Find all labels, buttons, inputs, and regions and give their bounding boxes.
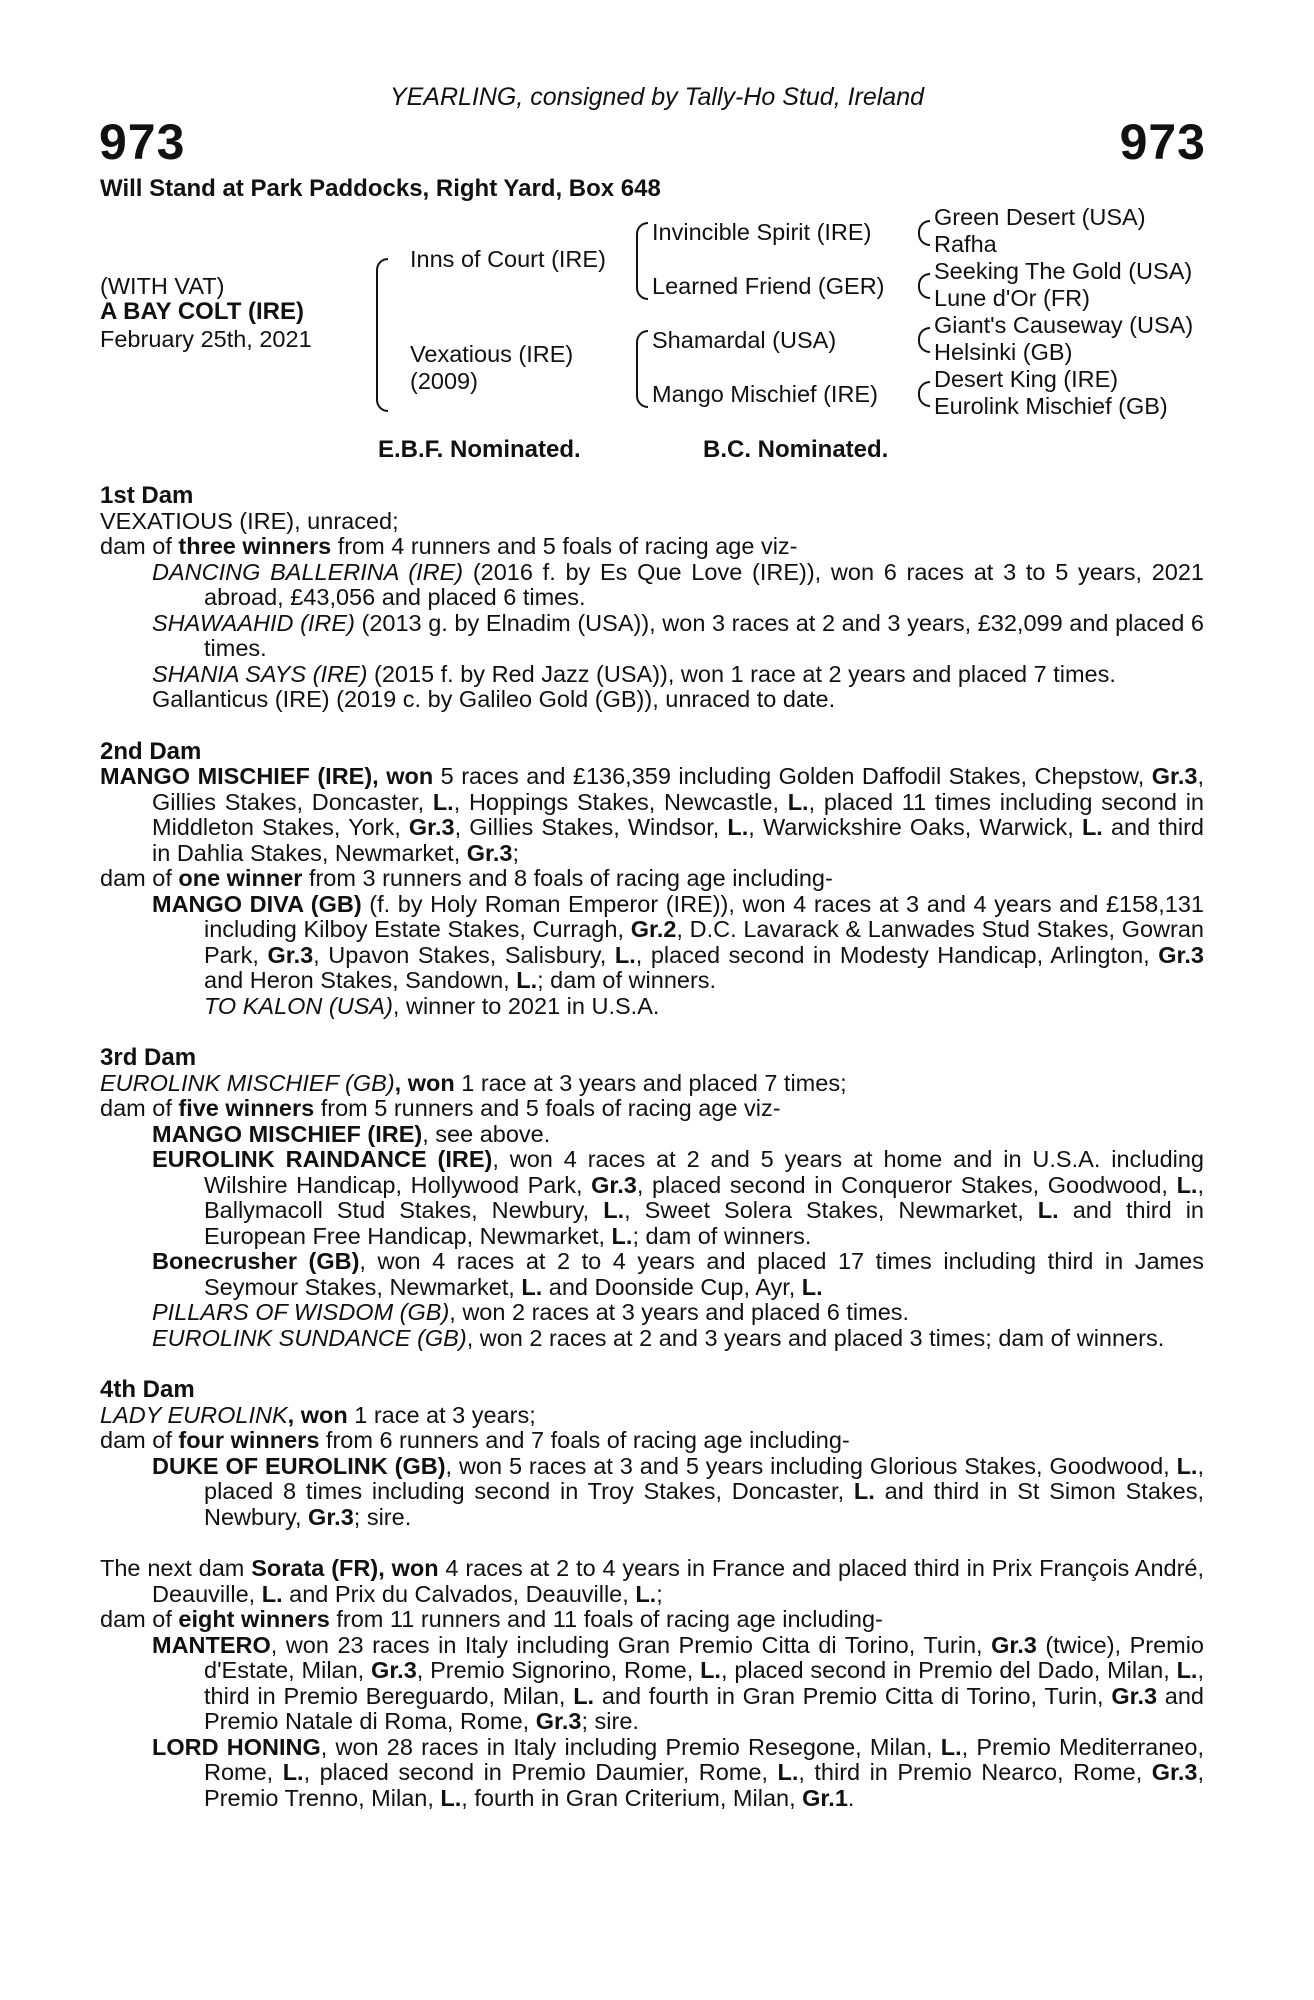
section-fourth-dam (100, 1377, 1204, 1530)
lot-number-right: 973 (1119, 114, 1206, 170)
pedigree-ggp-8: Eurolink Mischief (GB) (934, 393, 1168, 419)
consignor-line: YEARLING, consigned by Tally-Ho Stud, Ireland (389, 83, 925, 111)
progeny-entry: LORD HONING, won 28 races in Italy including Premio Resegone, Milan, L., Premio Mediterraneo, Rome, L., placed second in Premio Daumier, Rome, L., third in Premio Nearco, Rome, Gr.3, Premio Trenno, Milan, L., fourth in Gran Criterium, Milan, Gr.1. (152, 1733, 1204, 1811)
progeny-entry: SHAWAAHID (IRE) (2013 g. by Elnadim (USA)), won 3 races at 2 and 3 years, £32,099 and placed 6 times. (152, 609, 1204, 661)
pedigree-brace-ggp4 (918, 381, 930, 407)
pedigree-sire: Inns of Court (IRE) (410, 246, 606, 272)
progeny-entry: EUROLINK SUNDANCE (GB), won 2 races at 2 and 3 years and placed 3 times; dam of winners. (152, 1324, 1165, 1351)
pedigree-dam: Vexatious (IRE) (410, 341, 574, 367)
section-second-dam (100, 739, 1204, 1020)
progeny-entry: DANCING BALLERINA (IRE) (2016 f. by Es Que Love (IRE)), won 6 races at 3 to 5 years, 2021 abroad, £43,056 and placed 6 times. (152, 558, 1204, 610)
dam-of-line: dam of four winners from 6 runners and 7 foals of racing age including- (100, 1427, 850, 1453)
pedigree-ggp-5: Giant's Causeway (USA) (934, 312, 1194, 338)
pedigree-brace-ggp2 (918, 273, 930, 299)
pedigree-dam-year: (2009) (410, 368, 478, 394)
pedigree-ggp-1: Green Desert (USA) (934, 204, 1146, 230)
pedigree-sire-dam: Learned Friend (GER) (652, 273, 885, 299)
dam-of-line: dam of three winners from 4 runners and 5 foals of racing age viz- (100, 533, 798, 559)
progeny-entry: Gallanticus (IRE) (2019 c. by Galileo Gold (GB)), unraced to date. (152, 686, 836, 712)
pedigree-brace-ggp1 (918, 220, 930, 246)
section-heading: 4th Dam (100, 1376, 195, 1403)
progeny-entry: DUKE OF EUROLINK (GB), won 5 races at 3 and 5 years including Glorious Stakes, Goodwood, L., placed 8 times including second in Troy Stakes, Doncaster, L. and third in St Simon Stakes, Newbury, Gr.3; sire. (152, 1452, 1204, 1530)
ebf-nominated: E.B.F. Nominated. (378, 436, 581, 463)
section-heading: 1st Dam (100, 482, 194, 509)
pedigree-brace-ggp3 (918, 327, 930, 353)
section-heading: 2nd Dam (100, 737, 202, 765)
pedigree-ggp-3: Seeking The Gold (USA) (934, 258, 1193, 284)
pedigree-dam-sire: Shamardal (USA) (652, 327, 837, 353)
dam-intro: VEXATIOUS (IRE), unraced; (100, 507, 399, 534)
dam-of-line: dam of five winners from 5 runners and 5 foals of racing age viz- (100, 1095, 781, 1121)
pedigree-ggp-7: Desert King (IRE) (934, 366, 1119, 392)
section-first-dam (100, 483, 1204, 713)
dam-record: EUROLINK MISCHIEF (GB), won 1 race at 3 years and placed 7 times; (100, 1069, 847, 1096)
dam-of-line: dam of one winner from 3 runners and 8 foals of racing age including- (100, 865, 833, 891)
progeny-entry: MANTERO, won 23 races in Italy including Gran Premio Citta di Torino, Turin, Gr.3 (twice), Premio d'Estate, Milan, Gr.3, Premio Signorino, Rome, L., placed second in Premio del Dado, Milan, L., third in Premio Bereguardo, Milan, L. and fourth in Gran Premio Citta di Torino, Turin, Gr.3 and Premio Natale di Roma, Rome, Gr.3; sire. (152, 1631, 1205, 1734)
section-heading: 3rd Dam (100, 1044, 197, 1071)
vat-label: (WITH VAT) (100, 273, 225, 299)
dam-record: MANGO MISCHIEF (IRE), won 5 races and £136,359 including Golden Daffodil Stakes, Chepstow, Gr.3, Gillies Stakes, Doncaster, L., Hoppings Stakes, Newcastle, L., placed 11 times including second in Middleton Stakes, York, Gr.3, Gillies Stakes, Windsor, L., Warwickshire Oaks, Warwick, L. and third in Dahlia Stakes, Newmarket, Gr.3; (100, 763, 1205, 866)
lot-number-left: 973 (99, 114, 186, 170)
pedigree-sire-sire: Invincible Spirit (IRE) (652, 219, 872, 245)
progeny-entry: SHANIA SAYS (IRE) (2015 f. by Red Jazz (USA)), won 1 race at 2 years and placed 7 times. (152, 660, 1116, 687)
pedigree-ggp-2: Rafha (934, 231, 997, 257)
subject-foaled: February 25th, 2021 (100, 326, 312, 352)
stand-location: Will Stand at Park Paddocks, Right Yard, Box 648 (100, 175, 661, 202)
pedigree-brace-dam (636, 330, 648, 408)
pedigree-ggp-6: Helsinki (GB) (934, 339, 1073, 365)
progeny-entry: MANGO DIVA (GB) (f. by Holy Roman Emperor (IRE)), won 4 races at 3 and 4 years and £158,131 including Kilboy Estate Stakes, Curragh, Gr.2, D.C. Lavarack & Lanwades Stud Stakes, Gowran Park, Gr.3, Upavon Stakes, Salisbury, L., placed second in Modesty Handicap, Arlington, Gr.3 and Heron Stakes, Sandown, L.; dam of winners. (152, 890, 1204, 993)
pedigree-brace-main (376, 258, 388, 412)
progeny-entry: EUROLINK RAINDANCE (IRE), won 4 races at 2 and 5 years at home and in U.S.A. including Wilshire Handicap, Hollywood Park, Gr.3, placed second in Conqueror Stakes, Goodwood, L., Ballymacoll Stud Stakes, Newbury, L., Sweet Solera Stakes, Newmarket, L. and third in European Free Handicap, Newmarket, L.; dam of winners. (152, 1146, 1205, 1249)
catalogue-body (100, 483, 1204, 1837)
bc-nominated: B.C. Nominated. (703, 436, 889, 463)
pedigree-ggp-4: Lune d'Or (FR) (934, 285, 1090, 311)
subject-name: A BAY COLT (IRE) (100, 298, 305, 325)
dam-record: The next dam Sorata (FR), won 4 races at 2 to 4 years in France and placed third in Prix François André, Deauville, L. and Prix du Calvados, Deauville, L.; (100, 1555, 1205, 1607)
section-next-dam (100, 1556, 1204, 1811)
progeny-entry: MANGO MISCHIEF (IRE), see above. (152, 1120, 551, 1147)
progeny-entry: TO KALON (USA), winner to 2021 in U.S.A. (204, 992, 660, 1019)
section-third-dam (100, 1045, 1204, 1351)
dam-record: LADY EUROLINK, won 1 race at 3 years; (100, 1401, 536, 1428)
pedigree-brace-sire (636, 222, 648, 300)
dam-of-line: dam of eight winners from 11 runners and 11 foals of racing age including- (100, 1606, 883, 1632)
progeny-entry: Bonecrusher (GB), won 4 races at 2 to 4 years and placed 17 times including third in James Seymour Stakes, Newmarket, L. and Doonside Cup, Ayr, L. (152, 1248, 1204, 1300)
progeny-entry: PILLARS OF WISDOM (GB), won 2 races at 3 years and placed 6 times. (152, 1299, 910, 1325)
pedigree-dam-dam: Mango Mischief (IRE) (652, 381, 878, 407)
